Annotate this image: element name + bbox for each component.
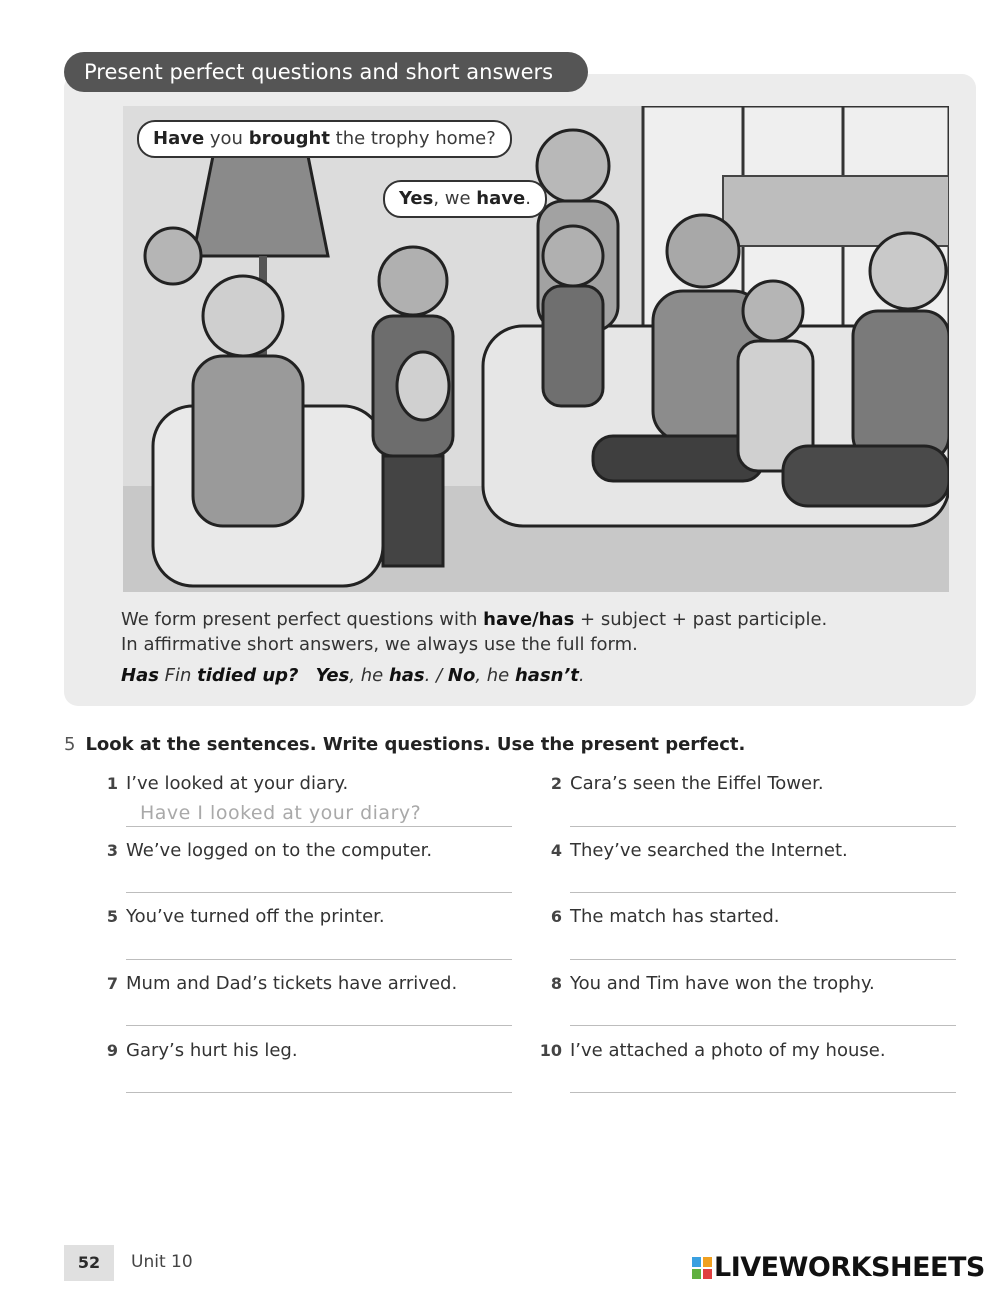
bubble-word: , we <box>433 188 477 209</box>
example-part: Yes <box>315 665 350 686</box>
answer-line[interactable] <box>570 959 956 960</box>
family-illustration <box>123 106 949 592</box>
example-part: , he <box>475 665 515 686</box>
item-sentence: I’ve looked at your diary. <box>126 773 349 794</box>
item-number: 1 <box>106 774 118 793</box>
exercise-item <box>92 773 348 794</box>
item-number: 2 <box>550 774 562 793</box>
exercise-item <box>92 973 457 994</box>
item-number: 3 <box>106 841 118 860</box>
bubble-word: brought <box>248 128 330 149</box>
item-sentence: I’ve attached a photo of my house. <box>570 1040 886 1061</box>
unit-label: Unit 10 <box>131 1252 193 1272</box>
exercise-item <box>536 906 780 927</box>
rule-line-2: In affirmative short answers, we always use the full form. <box>121 634 638 655</box>
answer-line[interactable] <box>126 959 512 960</box>
exercise-number: 5 <box>64 734 76 755</box>
exercise-item <box>536 840 848 861</box>
bubble-word: . <box>525 188 531 209</box>
item-sentence: We’ve logged on to the computer. <box>126 840 433 861</box>
answer-line[interactable] <box>126 1092 512 1093</box>
bubble-word: you <box>204 128 249 149</box>
example-part: No <box>447 665 476 686</box>
answer-line[interactable] <box>570 1092 956 1093</box>
answer-line[interactable] <box>570 1025 956 1026</box>
item-sentence: You and Tim have won the trophy. <box>570 973 875 994</box>
example-part: has <box>388 665 425 686</box>
exercise-item <box>536 773 824 794</box>
example-part: hasn’t <box>514 665 579 686</box>
page-number: 52 <box>64 1245 114 1281</box>
rule-text: We form present perfect questions with <box>121 609 484 630</box>
item-sentence: Mum and Dad’s tickets have arrived. <box>126 973 458 994</box>
bubble-word: Have <box>153 128 205 149</box>
illustration-drawing <box>123 106 949 592</box>
speech-bubble-question <box>137 120 512 158</box>
item-sentence: Cara’s seen the Eiffel Tower. <box>570 773 824 794</box>
rule-line-1 <box>121 609 827 630</box>
example-part: Fin <box>158 665 198 686</box>
example-part: , he <box>349 665 389 686</box>
item-sentence: Gary’s hurt his leg. <box>126 1040 298 1061</box>
item-number: 6 <box>550 907 562 926</box>
exercise-item <box>92 906 385 927</box>
exercise-item <box>92 840 432 861</box>
exercise-item <box>536 973 875 994</box>
example-part: tidied up? <box>197 665 299 686</box>
brand-name: LIVEWORKSHEETS <box>714 1252 985 1283</box>
bubble-word: have <box>476 188 526 209</box>
logo-grid-icon <box>692 1257 712 1279</box>
item-number: 7 <box>106 974 118 993</box>
answer-line[interactable] <box>570 826 956 827</box>
example-part: Has <box>121 665 159 686</box>
speech-bubble-answer <box>383 180 547 218</box>
exercise-instruction: Look at the sentences. Write questions. Use the present perfect. <box>85 734 746 755</box>
bubble-word: the trophy home? <box>329 128 496 149</box>
item-sentence: The match has started. <box>570 906 780 927</box>
item-number: 10 <box>539 1041 562 1060</box>
exercise-heading <box>64 734 745 755</box>
example-part: . / <box>424 665 448 686</box>
answer-text: Have I looked at your diary? <box>140 802 422 824</box>
rule-example <box>121 665 585 686</box>
answer-line[interactable] <box>126 826 512 827</box>
rule-bold: have/has <box>483 609 575 630</box>
answer-line[interactable] <box>570 892 956 893</box>
example-part: . <box>578 665 585 686</box>
brand-logo <box>692 1252 985 1284</box>
section-title: Present perfect questions and short answers <box>64 52 588 92</box>
exercise-item <box>536 1040 886 1061</box>
answer-line[interactable] <box>126 892 512 893</box>
rule-text: + subject + past participle. <box>574 609 828 630</box>
answer-line[interactable] <box>126 1025 512 1026</box>
item-number: 5 <box>106 907 118 926</box>
bubble-word: Yes <box>399 188 434 209</box>
exercise-item <box>92 1040 298 1061</box>
item-sentence: They’ve searched the Internet. <box>570 840 848 861</box>
item-number: 8 <box>550 974 562 993</box>
item-number: 9 <box>106 1041 118 1060</box>
item-number: 4 <box>550 841 562 860</box>
item-sentence: You’ve turned off the printer. <box>126 906 385 927</box>
